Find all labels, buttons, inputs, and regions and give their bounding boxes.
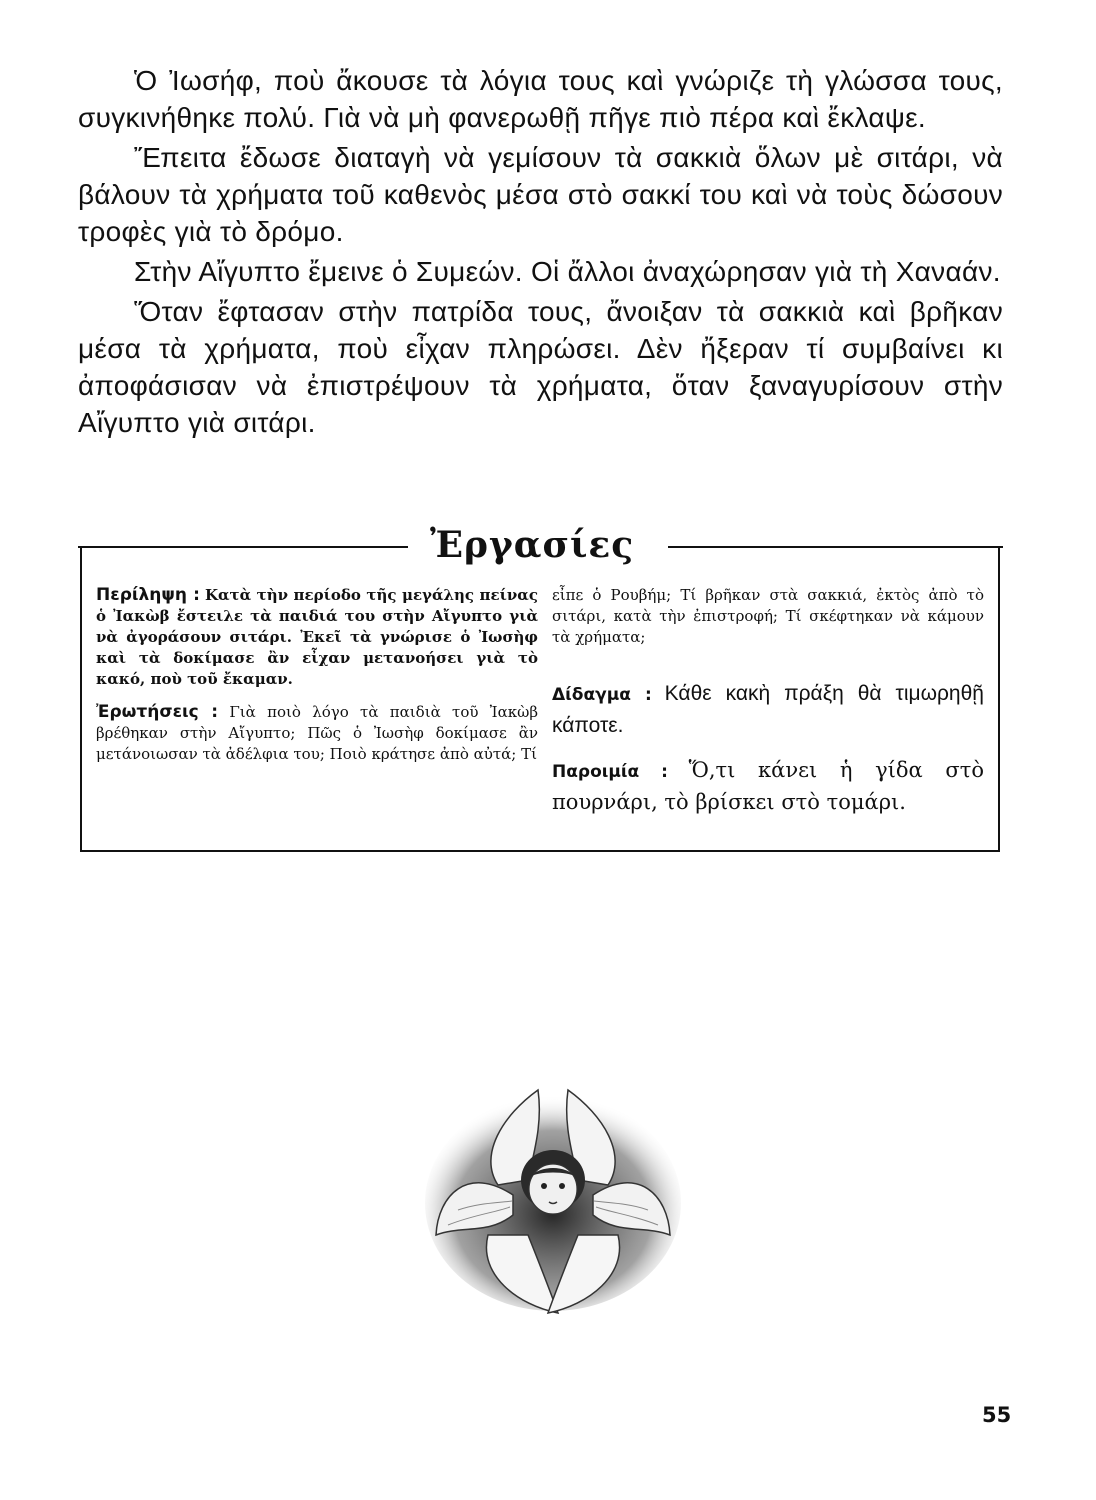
proverb	[552, 754, 984, 818]
summary-label: Περίληψη :	[96, 585, 200, 605]
paragraph-4: Ὅταν ἔφτασαν στὴν πατρίδα τους, ἄνοιξαν τὰ σακκιὰ καὶ βρῆκαν μέσα τὰ χρήματα, ποὺ εἶχαν πληρώσει. Δὲν ἤξεραν τί συμβαίνει κι ἀποφάσισαν νὰ ἐπιστρέψουν τὰ χρήματα, ὅταν ξαναγυρίσουν στὴν Αἴγυπτο γιὰ σιτάρι.	[78, 296, 1003, 438]
exercise-box	[80, 547, 1000, 852]
cherub-icon	[418, 1085, 688, 1315]
questions-text: Γιὰ ποιὸ λόγο τὰ παιδιὰ τοῦ Ἰακὼβ βρέθηκαν στὴν Αἴγυπτο; Πῶς ὁ Ἰωσὴφ δοκίμασε ἂν μετάνοιωσαν τὰ ἀδέλφια του; Ποιὸ κράτησε ἀπὸ αὐτά; Τί	[96, 703, 538, 763]
exercises-title: Ἐργασίες	[430, 524, 635, 566]
questions-continued: εἶπε ὁ Ρουβήμ; Τί βρῆκαν στὰ σακκιά, ἐκτὸς ἀπὸ τὸ σιτάρι, κατὰ τὴν ἐπιστροφή; Τί σκέφτηκαν νὰ κάμουν τὰ χρήματα;	[552, 586, 984, 646]
main-text	[78, 62, 1003, 444]
cherub-icon-svg	[418, 1085, 688, 1315]
exercise-column-left	[96, 585, 538, 777]
questions-label: Ἐρωτήσεις :	[96, 702, 219, 722]
lesson	[552, 678, 984, 742]
proverb-label: Παροιμία :	[552, 762, 668, 782]
paragraph-3: Στὴν Αἴγυπτο ἔμεινε ὁ Συμεών. Οἱ ἄλλοι ἀναχώρησαν γιὰ τὴ Χαναάν.	[134, 256, 1001, 287]
lesson-text: Κάθε κακὴ πράξη θὰ τιμωρηθῇ κάποτε.	[552, 682, 984, 737]
paragraph-1: Ὁ Ἰωσήφ, ποὺ ἄκουσε τὰ λόγια τους καὶ γνώριζε τὴ γλώσσα τους, συγκινήθηκε πολύ. Γιὰ νὰ μὴ φανερωθῇ πῆγε πιὸ πέρα καὶ ἔκλαψε.	[78, 65, 1003, 133]
page-number: 55	[982, 1403, 1012, 1427]
summary-text: Κατὰ τὴν περίοδο τῆς μεγάλης πείνας ὁ Ἰακὼβ ἔστειλε τὰ παιδιά του στὴν Αἴγυπτο γιὰ νὰ ἀγοράσουν σιτάρι. Ἐκεῖ τὰ γνώρισε ὁ Ἰωσὴφ καὶ τὰ δοκίμασε ἂν εἶχαν μετανοήσει γιὰ τὸ κακό, ποὺ τοῦ ἔκαμαν.	[96, 586, 538, 688]
paragraph-2: Ἔπειτα ἔδωσε διαταγὴ νὰ γεμίσουν τὰ σακκιὰ ὅλων μὲ σιτάρι, νὰ βάλουν τὰ χρήματα τοῦ καθενὸς μέσα στὸ σακκί του καὶ νὰ τοὺς δώσουν τροφὲς γιὰ τὸ δρόμο.	[78, 142, 1003, 247]
questions	[96, 702, 538, 765]
lesson-label: Δίδαγμα :	[552, 685, 652, 705]
summary	[96, 585, 538, 690]
proverb-text: Ὅ,τι κάνει ἡ γίδα στὸ πουρνάρι, τὸ βρίσκει στὸ τομάρι.	[552, 758, 984, 814]
exercise-column-right	[552, 585, 984, 830]
